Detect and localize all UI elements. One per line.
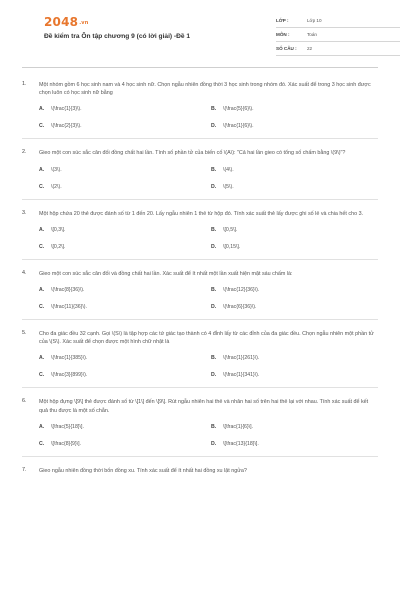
option-text: \(5\). <box>223 183 234 190</box>
question-item <box>22 467 378 484</box>
option-label: B. <box>211 423 217 430</box>
meta-row-subject <box>276 28 400 42</box>
question-text: Gieo ngẫu nhiên đồng thời bốn đồng xu. Tính xác suất để ít nhất hai đồng xu lật ngửa? <box>39 467 247 474</box>
answer-option[interactable] <box>211 106 371 112</box>
answer-option[interactable] <box>211 287 371 293</box>
answer-options <box>39 424 378 447</box>
question-number: 4. <box>22 269 27 276</box>
meta-row-class <box>276 14 400 28</box>
option-label: B. <box>211 226 217 233</box>
meta-label: MÔN : <box>276 32 290 37</box>
option-text: \[0,15\]. <box>223 243 241 250</box>
option-text: \(\frac{1}{341}\). <box>223 372 260 379</box>
option-label: C. <box>39 243 45 250</box>
answer-options <box>39 167 378 190</box>
option-label: A. <box>39 355 45 362</box>
answer-option[interactable] <box>39 424 211 430</box>
question-text: Gieo một con súc sắc cân đối đồng chất hai lần. Tính số phần tử của biến cố \(A\): "Cả hai lần gieo có tổng số chấm bằng \(9\)"? <box>39 150 346 157</box>
answer-option[interactable] <box>211 441 371 447</box>
question-item <box>22 81 378 139</box>
option-label: D. <box>211 183 217 190</box>
answer-option[interactable] <box>39 227 211 233</box>
question-number: 1. <box>22 81 27 87</box>
question-number: 5. <box>22 330 27 337</box>
meta-label: SỐ CÂU : <box>276 46 297 51</box>
option-text: \(\frac{1}{261}\). <box>223 355 260 362</box>
meta-value: Lớp 10 <box>307 18 322 23</box>
header-divider <box>22 67 378 68</box>
question-text: Cho đa giác đều 32 cạnh. Gọi \(S\) là tập hợp các tứ giác tạo thành có 4 đỉnh lấy từ các đỉnh của đa giác đều. Chọn ngẫu nhiên một phần tử của \(S\). Xác suất để chọn được một hình chữ nhật là <box>39 331 374 346</box>
option-label: A. <box>39 106 45 113</box>
option-label: B. <box>211 106 217 113</box>
answer-options <box>39 106 378 129</box>
answer-option[interactable] <box>39 123 211 129</box>
question-text: Một hộp đựng \[9\] thẻ được đánh số từ \[1\] đến \[9\]. Rút ngẫu nhiên hai thẻ và nhân hai số trên hai thẻ lại với nhau. Tính xác suất để kết quả thu được là một số chẵn. <box>39 399 369 414</box>
option-text: \(\frac{1}{385}\). <box>51 355 88 362</box>
option-text: \(\frac{1}{6}\). <box>223 123 254 130</box>
meta-row-count <box>276 42 400 56</box>
option-label: B. <box>211 287 217 294</box>
option-text: \(\frac{1}{3}\). <box>51 106 82 113</box>
answer-option[interactable] <box>39 106 211 112</box>
logo-main: 2048 <box>44 15 79 29</box>
answer-option[interactable] <box>211 227 371 233</box>
answer-option[interactable] <box>39 287 211 293</box>
option-label: C. <box>39 304 45 311</box>
answer-option[interactable] <box>211 167 371 173</box>
question-text: Một hộp chứa 20 thẻ được đánh số từ 1 đến 20. Lấy ngẫu nhiên 1 thẻ từ hộp đó. Tính xác suất thẻ lấy được ghi số lẻ và chia hết cho 3. <box>39 210 364 217</box>
site-logo[interactable] <box>44 15 89 29</box>
meta-table <box>276 14 400 56</box>
option-text: \(4\). <box>223 166 234 173</box>
option-text: \(\frac{8}{36}\). <box>51 287 85 294</box>
answer-option[interactable] <box>211 123 371 129</box>
option-text: \[0,3\]. <box>51 226 66 233</box>
option-label: C. <box>39 183 45 190</box>
logo-suffix: .vn <box>79 20 89 26</box>
option-text: \(\frac{6}{36}\). <box>223 304 257 311</box>
option-text: \(\frac{2}{3}\). <box>51 123 82 130</box>
meta-value: Toán <box>307 32 317 37</box>
option-label: C. <box>39 440 45 447</box>
answer-option[interactable] <box>211 355 371 361</box>
answer-option[interactable] <box>39 441 211 447</box>
option-text: \(2\). <box>51 183 62 190</box>
option-label: A. <box>39 166 45 173</box>
option-label: D. <box>211 123 217 130</box>
document-title: Đề kiểm tra Ôn tập chương 9 (có lời giải) -Đề 1 <box>44 33 191 40</box>
option-text: \[\frac{1}{6}\]. <box>223 423 253 430</box>
answer-option[interactable] <box>211 184 371 190</box>
answer-option[interactable] <box>39 304 211 310</box>
question-item <box>22 270 378 320</box>
question-number: 3. <box>22 209 27 216</box>
option-text: \[0,2\]. <box>51 243 66 250</box>
option-label: A. <box>39 287 45 294</box>
meta-label: LỚP : <box>276 18 289 23</box>
question-number: 7. <box>22 466 27 473</box>
option-label: C. <box>39 372 45 379</box>
option-text: \[\frac{13}{18}\]. <box>223 440 259 447</box>
question-number: 6. <box>22 398 27 405</box>
option-text: \(\frac{12}{36}\). <box>223 287 260 294</box>
option-label: C. <box>39 123 45 130</box>
answer-option[interactable] <box>39 355 211 361</box>
answer-option[interactable] <box>39 372 211 378</box>
answer-options <box>39 227 378 250</box>
option-label: D. <box>211 372 217 379</box>
option-text: \(\frac{11}{36}\). <box>51 304 87 311</box>
answer-option[interactable] <box>211 424 371 430</box>
option-label: D. <box>211 440 217 447</box>
option-text: \[0,5\]. <box>223 226 238 233</box>
question-text: Một nhóm gồm 6 học sinh nam và 4 học sinh nữ. Chọn ngẫu nhiên đồng thời 3 học sinh trong nhóm đó. Xác suất để trong 3 học sinh được chọn luôn có học sinh nữ bằng <box>39 82 371 97</box>
meta-value: 22 <box>307 46 313 51</box>
answer-options <box>39 287 378 310</box>
option-text: \(\frac{5}{6}\). <box>223 106 254 113</box>
option-label: D. <box>211 243 217 250</box>
answer-option[interactable] <box>211 304 371 310</box>
option-label: A. <box>39 423 45 430</box>
question-item <box>22 149 378 199</box>
answer-option[interactable] <box>39 184 211 190</box>
option-label: D. <box>211 304 217 311</box>
option-text: \[\frac{8}{9}\]. <box>51 440 81 447</box>
answer-option[interactable] <box>211 372 371 378</box>
option-text: \(3\). <box>51 166 62 173</box>
question-item <box>22 330 378 388</box>
option-text: \[\frac{5}{18}\]. <box>51 423 84 430</box>
answer-option[interactable] <box>211 244 371 250</box>
option-label: B. <box>211 166 217 173</box>
answer-option[interactable] <box>39 244 211 250</box>
option-label: A. <box>39 226 45 233</box>
document-header <box>22 0 378 66</box>
question-text: Gieo một con súc sắc cân đối và đồng chất hai lần. Xác suất để ít nhất một lần xuất hiện mặt sáu chấm là: <box>39 270 293 277</box>
question-number: 2. <box>22 149 27 156</box>
question-item <box>22 398 378 456</box>
answer-option[interactable] <box>39 167 211 173</box>
option-label: B. <box>211 355 217 362</box>
question-item <box>22 210 378 260</box>
question-list <box>22 81 378 494</box>
option-text: \(\frac{3}{899}\). <box>51 372 88 379</box>
answer-options <box>39 355 378 378</box>
